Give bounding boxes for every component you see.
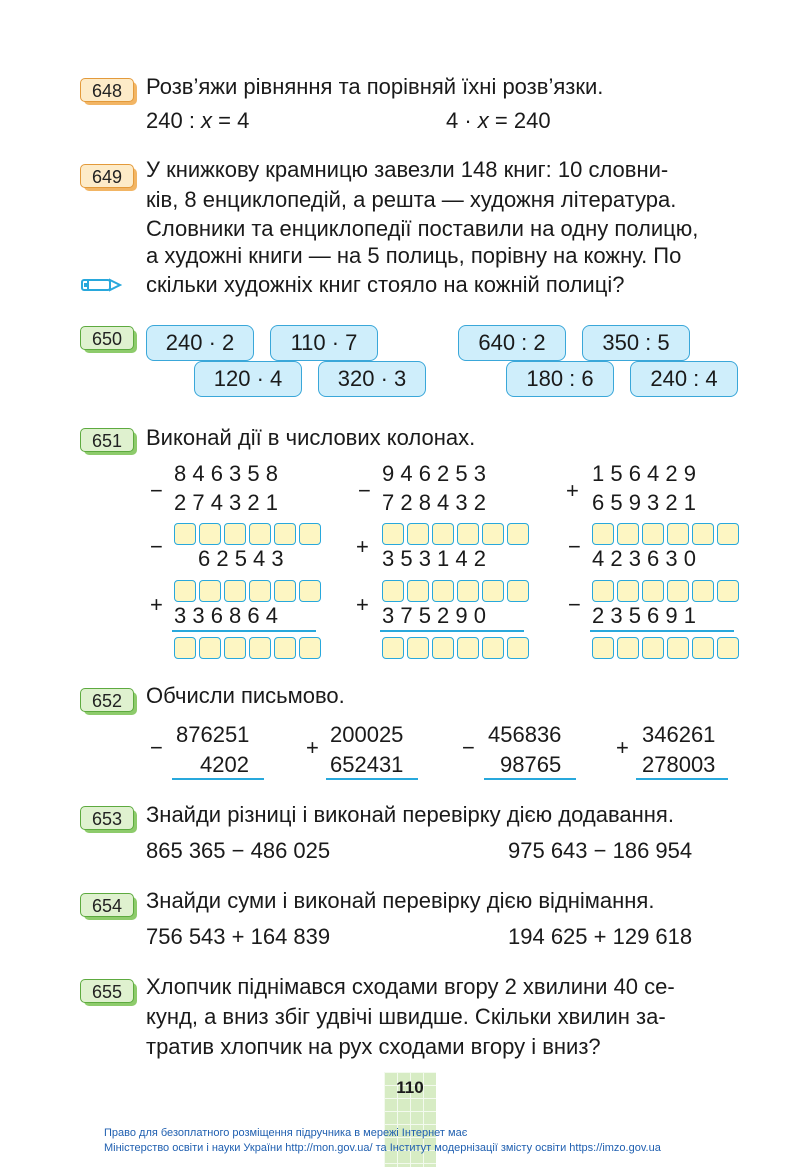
number: 6 2 5 4 3	[198, 546, 284, 571]
answer-boxes[interactable]	[592, 637, 739, 659]
answer-boxes[interactable]	[174, 637, 321, 659]
task-649-line-4: а художні книги — на 5 полиць, порівну на кожну. По	[146, 243, 682, 268]
expression-1: 756 543 + 164 839	[146, 924, 331, 949]
equation-1: 240 : x = 4	[146, 108, 250, 133]
expression-card: 180 : 6	[506, 361, 614, 397]
equation-2: 4 · x = 240	[446, 108, 551, 133]
answer-boxes[interactable]	[174, 523, 321, 545]
sign: −	[150, 534, 163, 559]
task-651-text: Виконай дії в числових колонах.	[146, 425, 476, 450]
task-number-655: 655	[80, 979, 134, 1003]
number: 3 3 6 8 6 4	[174, 603, 278, 628]
sign: −	[150, 735, 163, 760]
number: 3 5 3 1 4 2	[382, 546, 486, 571]
sign: +	[356, 592, 369, 617]
sign: −	[358, 478, 371, 503]
pencil-icon	[80, 276, 122, 299]
expression-card: 110 · 7	[270, 325, 378, 361]
number: 2 3 5 6 9 1	[592, 603, 696, 628]
footer-line-2: Міністерство освіти і науки України http://mon.gov.ua/ та Інститут модернізації змісту освіти https://imzo.gov.ua	[104, 1142, 661, 1154]
task-649-line-1: У книжкову крамницю завезли 148 книг: 10 словни-	[146, 157, 669, 182]
task-653-text: Знайди різниці і виконай перевірку дією додавання.	[146, 802, 674, 827]
result-line	[484, 778, 576, 780]
number: 4202	[200, 752, 249, 777]
task-number-653: 653	[80, 806, 134, 830]
expression-card: 640 : 2	[458, 325, 566, 361]
result-line	[172, 630, 316, 632]
page-number: 110	[396, 1078, 424, 1097]
sign: −	[150, 478, 163, 503]
sign: −	[568, 534, 581, 559]
number: 7 2 8 4 3 2	[382, 490, 486, 515]
number: 4 2 3 6 3 0	[592, 546, 696, 571]
answer-boxes[interactable]	[382, 580, 529, 602]
expression-card: 240 · 2	[146, 325, 254, 361]
result-line	[380, 630, 524, 632]
expression-card: 320 · 3	[318, 361, 426, 397]
number: 200025	[330, 722, 404, 747]
sign: +	[616, 735, 629, 760]
number: 6 5 9 3 2 1	[592, 490, 696, 515]
task-number-654: 654	[80, 893, 134, 917]
number: 876251	[176, 722, 250, 747]
number: 2 7 4 3 2 1	[174, 490, 278, 515]
expression-2: 975 643 − 186 954	[508, 838, 693, 863]
number: 8 4 6 3 5 8	[174, 461, 278, 486]
expression-card: 120 · 4	[194, 361, 302, 397]
sign: −	[568, 592, 581, 617]
task-number-648: 648	[80, 78, 134, 102]
number: 3 7 5 2 9 0	[382, 603, 486, 628]
number: 98765	[500, 752, 562, 777]
task-number-651: 651	[80, 428, 134, 452]
result-line	[590, 630, 734, 632]
answer-boxes[interactable]	[382, 637, 529, 659]
task-number-650: 650	[80, 326, 134, 350]
task-655-line-3: тратив хлопчик на рух сходами вгору і вниз?	[146, 1034, 601, 1059]
sign: −	[462, 735, 475, 760]
task-number-652: 652	[80, 688, 134, 712]
number: 456836	[488, 722, 562, 747]
task-648-text: Розв’яжи рівняння та порівняй їхні розв’язки.	[146, 74, 604, 99]
number: 346261	[642, 722, 716, 747]
expression-1: 865 365 − 486 025	[146, 838, 331, 863]
task-655-line-2: кунд, а вниз збіг удвічі швидше. Скільки хвилин за-	[146, 1004, 666, 1029]
number: 278003	[642, 752, 716, 777]
expression-card: 350 : 5	[582, 325, 690, 361]
expression-2: 194 625 + 129 618	[508, 924, 693, 949]
answer-boxes[interactable]	[382, 523, 529, 545]
task-652-text: Обчисли письмово.	[146, 683, 345, 708]
result-line	[636, 778, 728, 780]
number: 9 4 6 2 5 3	[382, 461, 486, 486]
task-649-line-3: Словники та енциклопедії поставили на одну полицю,	[146, 216, 699, 241]
task-654-text: Знайди суми і виконай перевірку дією віднімання.	[146, 888, 655, 913]
sign: +	[356, 534, 369, 559]
footer-line-1: Право для безоплатного розміщення підручника в мережі Інтернет має	[104, 1127, 468, 1139]
task-649-line-5: скільки художніх книг стояло на кожній полиці?	[146, 272, 625, 297]
task-number-649: 649	[80, 164, 134, 188]
result-line	[326, 778, 418, 780]
task-655-line-1: Хлопчик піднімався сходами вгору 2 хвилини 40 се-	[146, 974, 675, 999]
number: 652431	[330, 752, 404, 777]
expression-card: 240 : 4	[630, 361, 738, 397]
answer-boxes[interactable]	[592, 523, 739, 545]
answer-boxes[interactable]	[174, 580, 321, 602]
sign: +	[150, 592, 163, 617]
number: 1 5 6 4 2 9	[592, 461, 696, 486]
sign: +	[306, 735, 319, 760]
answer-boxes[interactable]	[592, 580, 739, 602]
task-649-line-2: ків, 8 енциклопедій, а решта — художня література.	[146, 187, 677, 212]
sign: +	[566, 478, 579, 503]
result-line	[172, 778, 264, 780]
